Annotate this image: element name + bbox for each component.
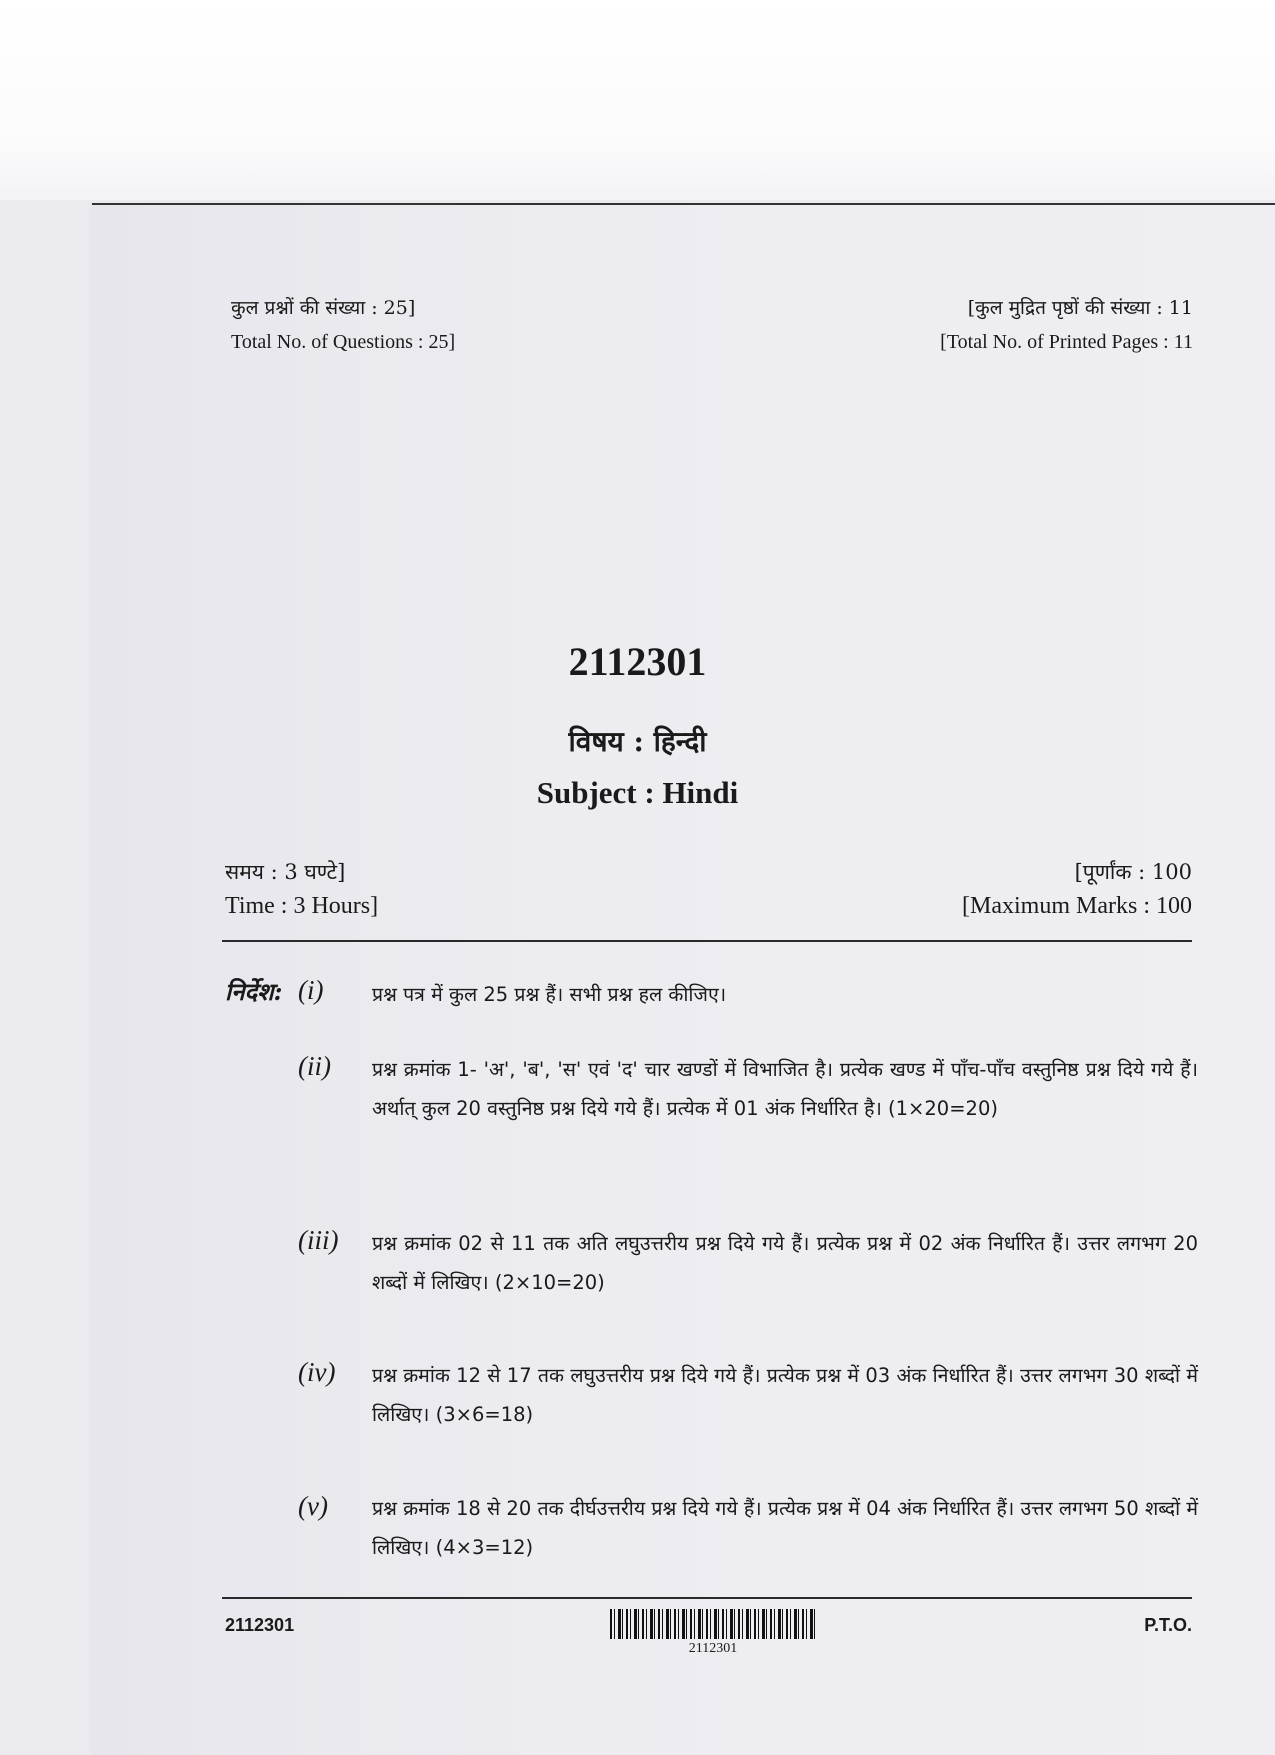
instruction-text: प्रश्न क्रमांक 12 से 17 तक लघुउत्तरीय प्रश्न दिये गये हैं। प्रत्येक प्रश्न में 03 अंक निर्धारित हैं। उत्तर लगभग 30 शब्दों में लिखिए। (3×6=18): [372, 1364, 1198, 1426]
instruction-text: प्रश्न क्रमांक 02 से 11 तक अति लघुउत्तरीय प्रश्न दिये गये हैं। प्रत्येक प्रश्न में 02 अंक निर्धारित हैं। उत्तर लगभग 20 शब्दों में लिखिए। (2×10=20): [372, 1232, 1198, 1294]
max-marks-en: [Maximum Marks : 100: [962, 893, 1192, 919]
total-questions-en: Total No. of Questions : 25]: [231, 331, 456, 353]
instruction-number: (i): [298, 975, 324, 1005]
instruction-number: (iv): [298, 1357, 336, 1387]
subject-hindi: विषय : हिन्दी: [568, 725, 707, 758]
paper-code: 2112301: [568, 639, 707, 684]
instruction-text: प्रश्न पत्र में कुल 25 प्रश्न हैं। सभी प्रश्न हल कीजिए।: [372, 983, 727, 1006]
page-top-edge: [92, 203, 1275, 205]
header-divider: [222, 940, 1192, 942]
total-pages-en: [Total No. of Printed Pages : 11: [940, 331, 1193, 353]
instructions-label: निर्देश:: [225, 977, 283, 1006]
scan-background: [0, 0, 1275, 200]
max-marks-hi: [पूर्णांक : 100: [1074, 860, 1192, 884]
subject-english: Subject : Hindi: [536, 775, 739, 810]
instruction-number: (v): [298, 1491, 328, 1521]
instruction-text: प्रश्न क्रमांक 1- 'अ', 'ब', 'स' एवं 'द' चार खण्डों में विभाजित है। प्रत्येक खण्ड में पाँच-पाँच वस्तुनिष्ठ प्रश्न दिये गये हैं। अर्थात् कुल 20 वस्तुनिष्ठ प्रश्न दिये गये हैं। प्रत्येक में 01 अंक निर्धारित है। (1×20=20): [372, 1058, 1198, 1120]
instruction-number: (ii): [298, 1051, 331, 1081]
footer-paper-code: 2112301: [225, 1615, 295, 1635]
instruction-number: (iii): [298, 1225, 339, 1255]
page-turn-over: P.T.O.: [1144, 1615, 1192, 1635]
total-questions-hi: कुल प्रश्नों की संख्या : 25]: [231, 297, 416, 319]
time-hi: समय : 3 घण्टे]: [225, 860, 346, 884]
footer-divider: [222, 1597, 1192, 1599]
barcode: [610, 1609, 816, 1639]
instruction-text: प्रश्न क्रमांक 18 से 20 तक दीर्घउत्तरीय प्रश्न दिये गये हैं। प्रत्येक प्रश्न में 04 अंक निर्धारित हैं। उत्तर लगभग 50 शब्दों में लिखिए। (4×3=12): [372, 1497, 1198, 1559]
time-en: Time : 3 Hours]: [225, 893, 379, 919]
barcode-number: 2112301: [688, 1641, 738, 1656]
total-pages-hi: [कुल मुद्रित पृष्ठों की संख्या : 11: [967, 297, 1193, 319]
